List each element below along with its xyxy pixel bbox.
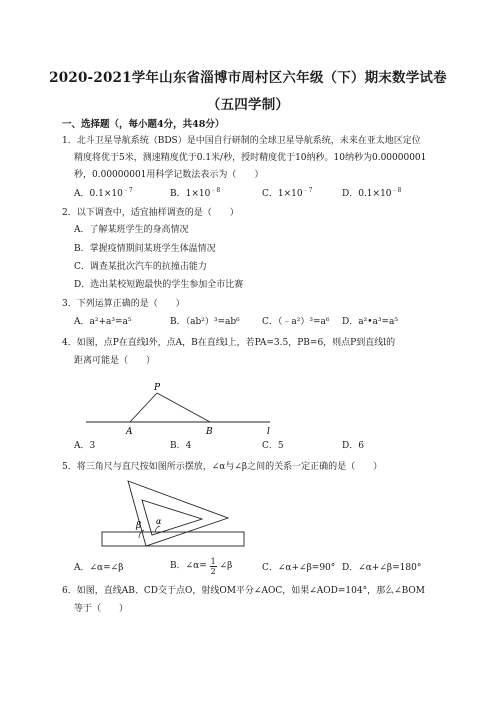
- q4-option-b[interactable]: B．4: [170, 441, 192, 451]
- q4-label-b: B: [206, 427, 213, 436]
- q2-option-b[interactable]: B．掌握疫情期间某班学生体温情况: [74, 244, 216, 254]
- q3-option-b[interactable]: B．（ab²）³=ab⁶: [170, 317, 240, 327]
- q6-line2: 等于（ ）: [74, 604, 129, 614]
- q4-option-a[interactable]: A．3: [74, 441, 96, 451]
- q5-triangle-outer: [128, 481, 228, 546]
- exam-subtitle: （五四学制）: [206, 97, 290, 113]
- q5-arc-alpha: [155, 526, 160, 532]
- q3-option-c[interactable]: C．（﹣a²）³=a⁶: [262, 317, 330, 327]
- q4-label-p: P: [154, 383, 161, 393]
- q4-segment-pa: [130, 393, 157, 422]
- q5-option-d[interactable]: D．∠α+∠β=180°: [342, 563, 422, 573]
- q4-line2: 距离可能是（ ）: [74, 356, 156, 366]
- q1-line1: 1．北斗卫星导航系统（BDS）是中国自行研制的全球卫星导航系统，未来在亚太地区定位: [62, 136, 421, 146]
- q5-fraction: $\frac{1}{2}$: [210, 557, 216, 576]
- q1-line3: 秒，0.00000001用科学记数法表示为（ ）: [74, 170, 264, 180]
- q4-label-l: l: [267, 427, 270, 436]
- q5-option-c[interactable]: C．∠α+∠β=90°: [262, 563, 336, 573]
- section-heading-choice: 一、选择题（，每小题4分，共48分）: [62, 119, 225, 130]
- q3-stem: 3．下列运算正确的是（ ）: [62, 299, 185, 309]
- q1-option-b[interactable]: B．$1\times 10^{﹣8}$: [170, 187, 221, 199]
- q2-option-a[interactable]: A．了解某班学生的身高情况: [74, 225, 189, 235]
- q5-option-b[interactable]: B．∠α= $\frac{1}{2}$ ∠β: [170, 557, 233, 576]
- q5-stem: 5．将三角尺与直尺按如图所示摆放，∠α与∠β之间的关系一定正确的是（ ）: [62, 462, 383, 472]
- q1-option-d[interactable]: D．$0.1\times 10^{﹣8}$: [342, 187, 402, 199]
- q1-option-a[interactable]: A．$0.1\times 10^{﹣7}$: [74, 187, 133, 199]
- q3-option-a[interactable]: A．a²+a³=a⁵: [74, 317, 132, 327]
- q4-line1: 4．如图，点P在直线l外，点A，B在直线l上，若PA=3.5，PB=6，则点P到直线l的: [62, 338, 396, 348]
- q2-stem: 2．以下调查中，适宜抽样调查的是（ ）: [62, 208, 239, 218]
- q5-figure: [100, 478, 260, 552]
- q3-option-d[interactable]: D．a²•a³=a⁵: [342, 317, 398, 327]
- q1-option-c[interactable]: C．$1\times 10^{﹣7}$: [262, 187, 313, 199]
- q4-segment-pb: [157, 393, 210, 422]
- q4-option-d[interactable]: D．6: [342, 441, 364, 451]
- q4-label-a: A: [126, 427, 133, 436]
- q1-line2: 精度将优于5米，测速精度优于0.1米/秒，授时精度优于10纳秒。10纳秒为0.00000001: [74, 153, 427, 163]
- exam-title: 2020-2021学年山东省淄博市周村区六年级（下）期末数学试卷: [49, 70, 447, 86]
- q2-option-d[interactable]: D．选出某校短跑最快的学生参加全市比赛: [74, 280, 244, 290]
- q5-label-beta: β: [136, 521, 142, 531]
- q5-label-alpha: α: [156, 517, 162, 526]
- q4-figure: [84, 372, 284, 436]
- q5-ruler: [102, 532, 244, 546]
- q5-option-a[interactable]: A．∠α=∠β: [74, 563, 124, 573]
- q4-option-c[interactable]: C．5: [262, 441, 284, 451]
- q2-option-c[interactable]: C．调查某批次汽车的抗撞击能力: [74, 262, 207, 272]
- q6-line1: 6．如图，直线AB、CD交于点O，射线OM平分∠AOC，如果∠AOD=104°，那么∠BOM: [62, 586, 425, 596]
